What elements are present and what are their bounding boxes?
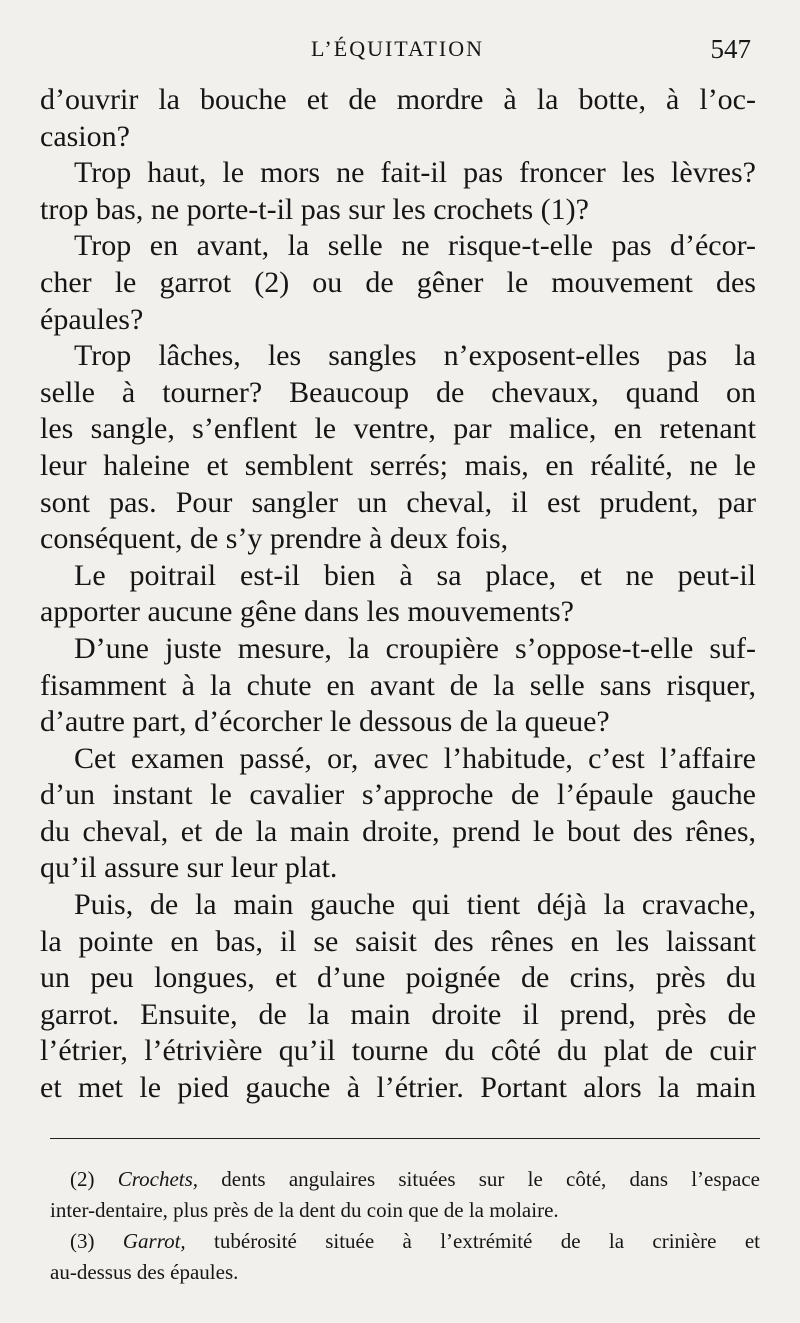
footnote-line — [50, 1226, 760, 1257]
text-line: d’ouvrir la bouche et de mordre à la botte, à l’oc- — [40, 83, 756, 116]
text-line: épaules? — [40, 302, 144, 336]
text-line: Cet examen passé, or, avec l’habitude, c’est l’affaire — [74, 741, 756, 775]
text-line: Trop en avant, la selle ne risque-t-elle pas d’écor- — [74, 229, 756, 263]
footnote-term: Garrot, — [122, 1229, 186, 1253]
text-line: apporter aucune gêne dans les mouvements? — [40, 595, 574, 629]
footnote-rule — [50, 1138, 760, 1139]
text-line: la pointe en bas, il se saisit des rênes en les laissant — [40, 924, 756, 958]
text-line: sont pas. Pour sangler un cheval, il est prudent, par — [40, 485, 756, 519]
text-line: un peu longues, et d’une poignée de crins, près du — [40, 961, 756, 995]
footnote-term: Crochets, — [117, 1167, 199, 1191]
footnote-line: inter-dentaire, plus près de la dent du coin que de la molaire. — [50, 1198, 559, 1222]
text-line: Puis, de la main gauche qui tient déjà la cravache, — [74, 888, 756, 922]
footnote-marker: (2) — [70, 1167, 95, 1191]
footnote-text: dents angulaires situées sur le côté, dans l’espace — [221, 1167, 761, 1191]
text-line: garrot. Ensuite, de la main droite il prend, près de — [40, 997, 756, 1031]
text-line: qu’il assure sur leur plat. — [40, 851, 338, 885]
text-line: les sangle, s’enflent le ventre, par malice, en retenant — [40, 412, 756, 446]
footnote-text: tubérosité située à l’extrémité de la crinière et — [214, 1229, 761, 1253]
text-line: et met le pied gauche à l’étrier. Portant alors la main — [40, 1071, 756, 1105]
text-line: cher le garrot (2) ou de gêner le mouvement des — [40, 265, 756, 299]
text-line: casion? — [40, 119, 130, 153]
text-line: Trop haut, le mors ne fait-il pas froncer les lèvres? — [74, 156, 756, 190]
text-line: Le poitrail est-il bien à sa place, et ne peut-il — [74, 558, 756, 592]
footnotes — [50, 1164, 760, 1288]
text-line: leur haleine et semblent serrés; mais, en réalité, ne le — [40, 448, 756, 482]
text-line: D’une juste mesure, la croupière s’oppose-t-elle suf- — [74, 631, 756, 665]
footnote-marker: (3) — [70, 1229, 95, 1253]
running-title: L’ÉQUITATION — [311, 36, 484, 61]
text-line: trop bas, ne porte-t-il pas sur les crochets (1)? — [40, 192, 589, 226]
text-line: selle à tourner? Beaucoup de chevaux, quand on — [40, 375, 756, 409]
body-text — [40, 82, 756, 1107]
text-line: l’étrier, l’étrivière qu’il tourne du côté du plat de cuir — [40, 1034, 756, 1068]
text-line: fisamment à la chute en avant de la selle sans risquer, — [40, 668, 756, 702]
text-line: du cheval, et de la main droite, prend le bout des rênes, — [40, 814, 756, 848]
text-line: d’autre part, d’écorcher le dessous de la queue? — [40, 705, 610, 739]
page-header — [40, 36, 755, 70]
text-line: Trop lâches, les sangles n’exposent-elles pas la — [74, 339, 756, 373]
footnote-line — [50, 1164, 760, 1195]
text-line: conséquent, de s’y prendre à deux fois, — [40, 522, 509, 556]
footnote-line: au-dessus des épaules. — [50, 1260, 239, 1284]
page-number: 547 — [710, 34, 751, 64]
text-line: d’un instant le cavalier s’approche de l’épaule gauche — [40, 778, 756, 812]
